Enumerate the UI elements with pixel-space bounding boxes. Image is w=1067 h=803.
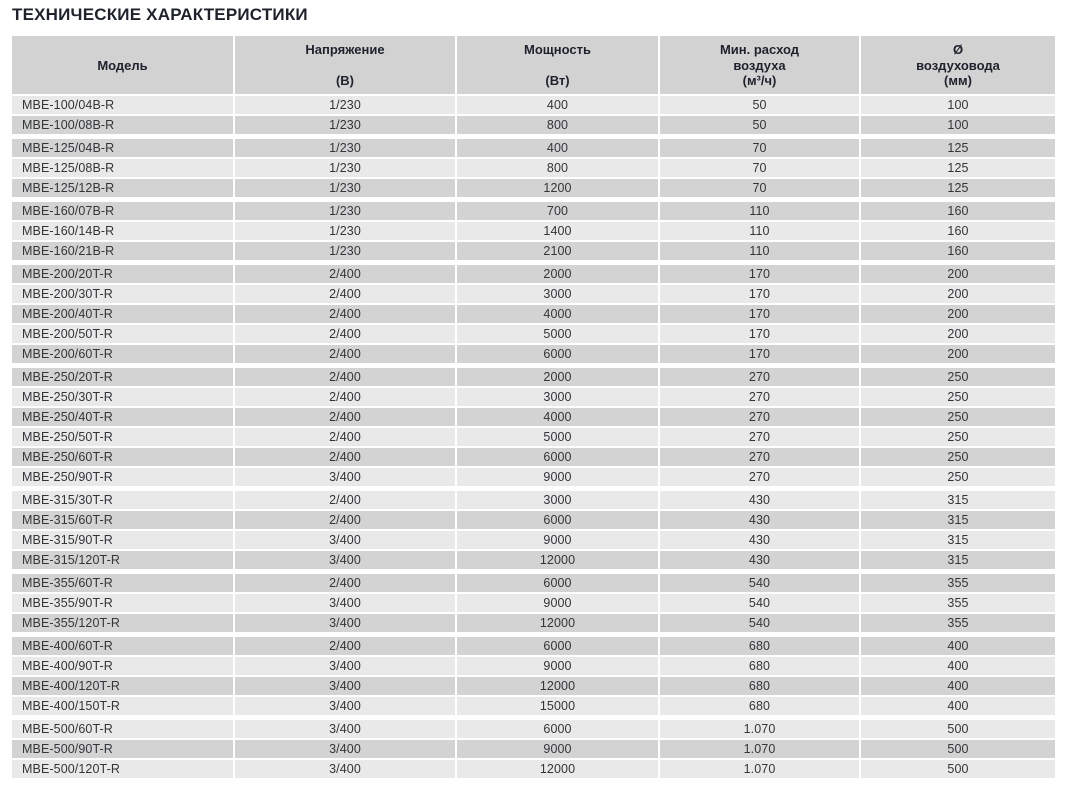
cell-power: 9000 [457,468,658,486]
table-row [12,428,1055,446]
cell-model: MBE-400/90T-R [12,657,233,675]
cell-voltage: 2/400 [235,265,455,283]
table-row [12,222,1055,240]
cell-model: MBE-250/40T-R [12,408,233,426]
cell-model: MBE-100/04B-R [12,96,233,114]
column-header-model [12,36,233,94]
table-row [12,657,1055,675]
cell-power: 5000 [457,428,658,446]
model-group-MBE-200 [12,265,1055,363]
cell-voltage: 2/400 [235,637,455,655]
cell-power: 2000 [457,368,658,386]
cell-power: 6000 [457,511,658,529]
table-row [12,179,1055,197]
table-row [12,720,1055,738]
table-row [12,325,1055,343]
column-header-line: Ø [952,42,964,57]
column-header-line: Модель [97,57,148,73]
cell-power: 6000 [457,345,658,363]
model-group-MBE-315 [12,491,1055,569]
cell-diameter: 200 [861,305,1055,323]
cell-model: MBE-200/40T-R [12,305,233,323]
table-row [12,491,1055,509]
page-title: ТЕХНИЧЕСКИЕ ХАРАКТЕРИСТИКИ [12,5,308,24]
cell-model: MBE-200/50T-R [12,325,233,343]
cell-voltage: 1/230 [235,202,455,220]
column-header-line: Напряжение [305,42,385,57]
cell-airflow: 540 [660,594,859,612]
cell-airflow: 170 [660,345,859,363]
cell-voltage: 1/230 [235,242,455,260]
cell-power: 6000 [457,574,658,592]
cell-model: MBE-500/120T-R [12,760,233,778]
cell-power: 12000 [457,760,658,778]
cell-model: MBE-315/30T-R [12,491,233,509]
table-row [12,760,1055,778]
cell-power: 400 [457,139,658,157]
cell-power: 800 [457,116,658,134]
cell-diameter: 315 [861,531,1055,549]
table-row [12,677,1055,695]
cell-power: 5000 [457,325,658,343]
cell-power: 3000 [457,285,658,303]
cell-airflow: 270 [660,388,859,406]
cell-airflow: 430 [660,531,859,549]
cell-diameter: 125 [861,159,1055,177]
cell-airflow: 270 [660,468,859,486]
cell-diameter: 400 [861,697,1055,715]
column-header-line: (м³/ч) [742,73,777,88]
cell-diameter: 355 [861,574,1055,592]
column-header-line: (В) [335,73,355,88]
cell-voltage: 3/400 [235,551,455,569]
cell-model: MBE-250/90T-R [12,468,233,486]
cell-diameter: 250 [861,388,1055,406]
cell-power: 12000 [457,551,658,569]
cell-model: MBE-200/30T-R [12,285,233,303]
cell-model: MBE-315/90T-R [12,531,233,549]
cell-voltage: 3/400 [235,697,455,715]
cell-airflow: 110 [660,222,859,240]
cell-voltage: 2/400 [235,285,455,303]
cell-voltage: 2/400 [235,345,455,363]
cell-airflow: 430 [660,491,859,509]
cell-diameter: 200 [861,265,1055,283]
cell-power: 9000 [457,657,658,675]
cell-model: MBE-160/07B-R [12,202,233,220]
cell-airflow: 70 [660,179,859,197]
column-header-power [457,36,658,94]
cell-airflow: 680 [660,657,859,675]
cell-diameter: 500 [861,740,1055,758]
cell-diameter: 200 [861,345,1055,363]
column-header-line: Мин. расход [719,42,800,57]
model-group-MBE-250 [12,368,1055,486]
table-row [12,697,1055,715]
table-row [12,285,1055,303]
cell-power: 9000 [457,594,658,612]
model-group-MBE-355 [12,574,1055,632]
model-group-MBE-125 [12,139,1055,197]
cell-voltage: 2/400 [235,388,455,406]
cell-diameter: 200 [861,285,1055,303]
table-row [12,202,1055,220]
cell-model: MBE-400/120T-R [12,677,233,695]
table-body [12,96,1055,778]
cell-model: MBE-250/30T-R [12,388,233,406]
cell-model: MBE-355/90T-R [12,594,233,612]
cell-voltage: 1/230 [235,139,455,157]
cell-airflow: 170 [660,325,859,343]
cell-power: 9000 [457,531,658,549]
cell-voltage: 2/400 [235,448,455,466]
cell-diameter: 355 [861,614,1055,632]
cell-model: MBE-355/120T-R [12,614,233,632]
cell-model: MBE-125/12B-R [12,179,233,197]
cell-voltage: 1/230 [235,222,455,240]
cell-diameter: 400 [861,637,1055,655]
model-group-MBE-100 [12,96,1055,134]
cell-power: 12000 [457,677,658,695]
cell-voltage: 3/400 [235,677,455,695]
column-header-voltage [235,36,455,94]
table-row [12,408,1055,426]
cell-diameter: 315 [861,551,1055,569]
cell-airflow: 270 [660,428,859,446]
cell-airflow: 70 [660,159,859,177]
table-row [12,468,1055,486]
cell-diameter: 160 [861,202,1055,220]
cell-model: MBE-355/60T-R [12,574,233,592]
cell-voltage: 2/400 [235,574,455,592]
cell-model: MBE-200/20T-R [12,265,233,283]
cell-diameter: 500 [861,720,1055,738]
cell-diameter: 125 [861,179,1055,197]
cell-airflow: 110 [660,242,859,260]
cell-power: 1200 [457,179,658,197]
cell-airflow: 170 [660,285,859,303]
cell-airflow: 680 [660,637,859,655]
cell-diameter: 250 [861,448,1055,466]
column-header-line: (мм) [944,73,972,88]
cell-power: 9000 [457,740,658,758]
table-header [12,36,1055,94]
column-header-line: воздуховода [916,57,1000,73]
cell-voltage: 2/400 [235,428,455,446]
cell-voltage: 3/400 [235,531,455,549]
table-row [12,305,1055,323]
table-row [12,614,1055,632]
cell-airflow: 270 [660,408,859,426]
cell-model: MBE-125/08B-R [12,159,233,177]
cell-airflow: 50 [660,116,859,134]
cell-diameter: 355 [861,594,1055,612]
cell-diameter: 315 [861,491,1055,509]
cell-diameter: 400 [861,677,1055,695]
cell-voltage: 1/230 [235,96,455,114]
cell-airflow: 430 [660,551,859,569]
cell-airflow: 270 [660,448,859,466]
cell-model: MBE-250/20T-R [12,368,233,386]
specs-table [12,36,1055,778]
cell-diameter: 160 [861,242,1055,260]
cell-power: 15000 [457,697,658,715]
cell-model: MBE-400/60T-R [12,637,233,655]
cell-airflow: 270 [660,368,859,386]
table-row [12,574,1055,592]
cell-diameter: 250 [861,408,1055,426]
table-row [12,159,1055,177]
table-row [12,740,1055,758]
cell-airflow: 680 [660,697,859,715]
cell-power: 6000 [457,637,658,655]
table-row [12,96,1055,114]
cell-diameter: 250 [861,368,1055,386]
cell-power: 12000 [457,614,658,632]
cell-power: 2100 [457,242,658,260]
cell-voltage: 3/400 [235,468,455,486]
cell-diameter: 200 [861,325,1055,343]
cell-voltage: 3/400 [235,740,455,758]
cell-diameter: 250 [861,468,1055,486]
cell-voltage: 3/400 [235,720,455,738]
table-row [12,242,1055,260]
table-row [12,594,1055,612]
table-row [12,345,1055,363]
cell-diameter: 250 [861,428,1055,446]
cell-model: MBE-160/14B-R [12,222,233,240]
cell-model: MBE-400/150T-R [12,697,233,715]
cell-airflow: 1.070 [660,760,859,778]
cell-diameter: 400 [861,657,1055,675]
model-group-MBE-500 [12,720,1055,778]
table-row [12,531,1055,549]
cell-voltage: 2/400 [235,491,455,509]
cell-airflow: 540 [660,614,859,632]
cell-model: MBE-100/08B-R [12,116,233,134]
cell-model: MBE-250/50T-R [12,428,233,446]
cell-airflow: 110 [660,202,859,220]
cell-voltage: 2/400 [235,305,455,323]
cell-voltage: 1/230 [235,116,455,134]
cell-diameter: 125 [861,139,1055,157]
cell-model: MBE-315/60T-R [12,511,233,529]
table-row [12,637,1055,655]
table-row [12,551,1055,569]
cell-diameter: 100 [861,96,1055,114]
cell-voltage: 2/400 [235,325,455,343]
cell-voltage: 3/400 [235,614,455,632]
cell-airflow: 70 [660,139,859,157]
cell-power: 3000 [457,491,658,509]
cell-power: 2000 [457,265,658,283]
column-header-line: воздуха [733,57,786,73]
cell-diameter: 100 [861,116,1055,134]
cell-diameter: 315 [861,511,1055,529]
cell-power: 4000 [457,305,658,323]
cell-power: 4000 [457,408,658,426]
cell-power: 700 [457,202,658,220]
table-row [12,511,1055,529]
model-group-MBE-160 [12,202,1055,260]
table-row [12,388,1055,406]
cell-power: 3000 [457,388,658,406]
cell-airflow: 540 [660,574,859,592]
cell-voltage: 1/230 [235,179,455,197]
cell-power: 6000 [457,720,658,738]
cell-model: MBE-500/90T-R [12,740,233,758]
cell-voltage: 2/400 [235,408,455,426]
cell-voltage: 1/230 [235,159,455,177]
cell-airflow: 170 [660,265,859,283]
cell-power: 800 [457,159,658,177]
cell-voltage: 2/400 [235,511,455,529]
cell-voltage: 3/400 [235,760,455,778]
table-row [12,139,1055,157]
cell-model: MBE-200/60T-R [12,345,233,363]
cell-airflow: 1.070 [660,720,859,738]
cell-power: 400 [457,96,658,114]
cell-airflow: 170 [660,305,859,323]
cell-airflow: 1.070 [660,740,859,758]
cell-voltage: 2/400 [235,368,455,386]
cell-airflow: 50 [660,96,859,114]
cell-diameter: 500 [861,760,1055,778]
cell-model: MBE-125/04B-R [12,139,233,157]
table-row [12,448,1055,466]
cell-model: MBE-500/60T-R [12,720,233,738]
cell-voltage: 3/400 [235,594,455,612]
cell-model: MBE-250/60T-R [12,448,233,466]
column-header-diameter [861,36,1055,94]
cell-diameter: 160 [861,222,1055,240]
table-row [12,368,1055,386]
table-row [12,116,1055,134]
cell-power: 1400 [457,222,658,240]
cell-model: MBE-160/21B-R [12,242,233,260]
cell-model: MBE-315/120T-R [12,551,233,569]
column-header-line: (Вт) [545,73,570,88]
cell-airflow: 430 [660,511,859,529]
table-row [12,265,1055,283]
column-header-airflow [660,36,859,94]
cell-power: 6000 [457,448,658,466]
cell-voltage: 3/400 [235,657,455,675]
column-header-line: Мощность [524,42,591,57]
model-group-MBE-400 [12,637,1055,715]
cell-airflow: 680 [660,677,859,695]
